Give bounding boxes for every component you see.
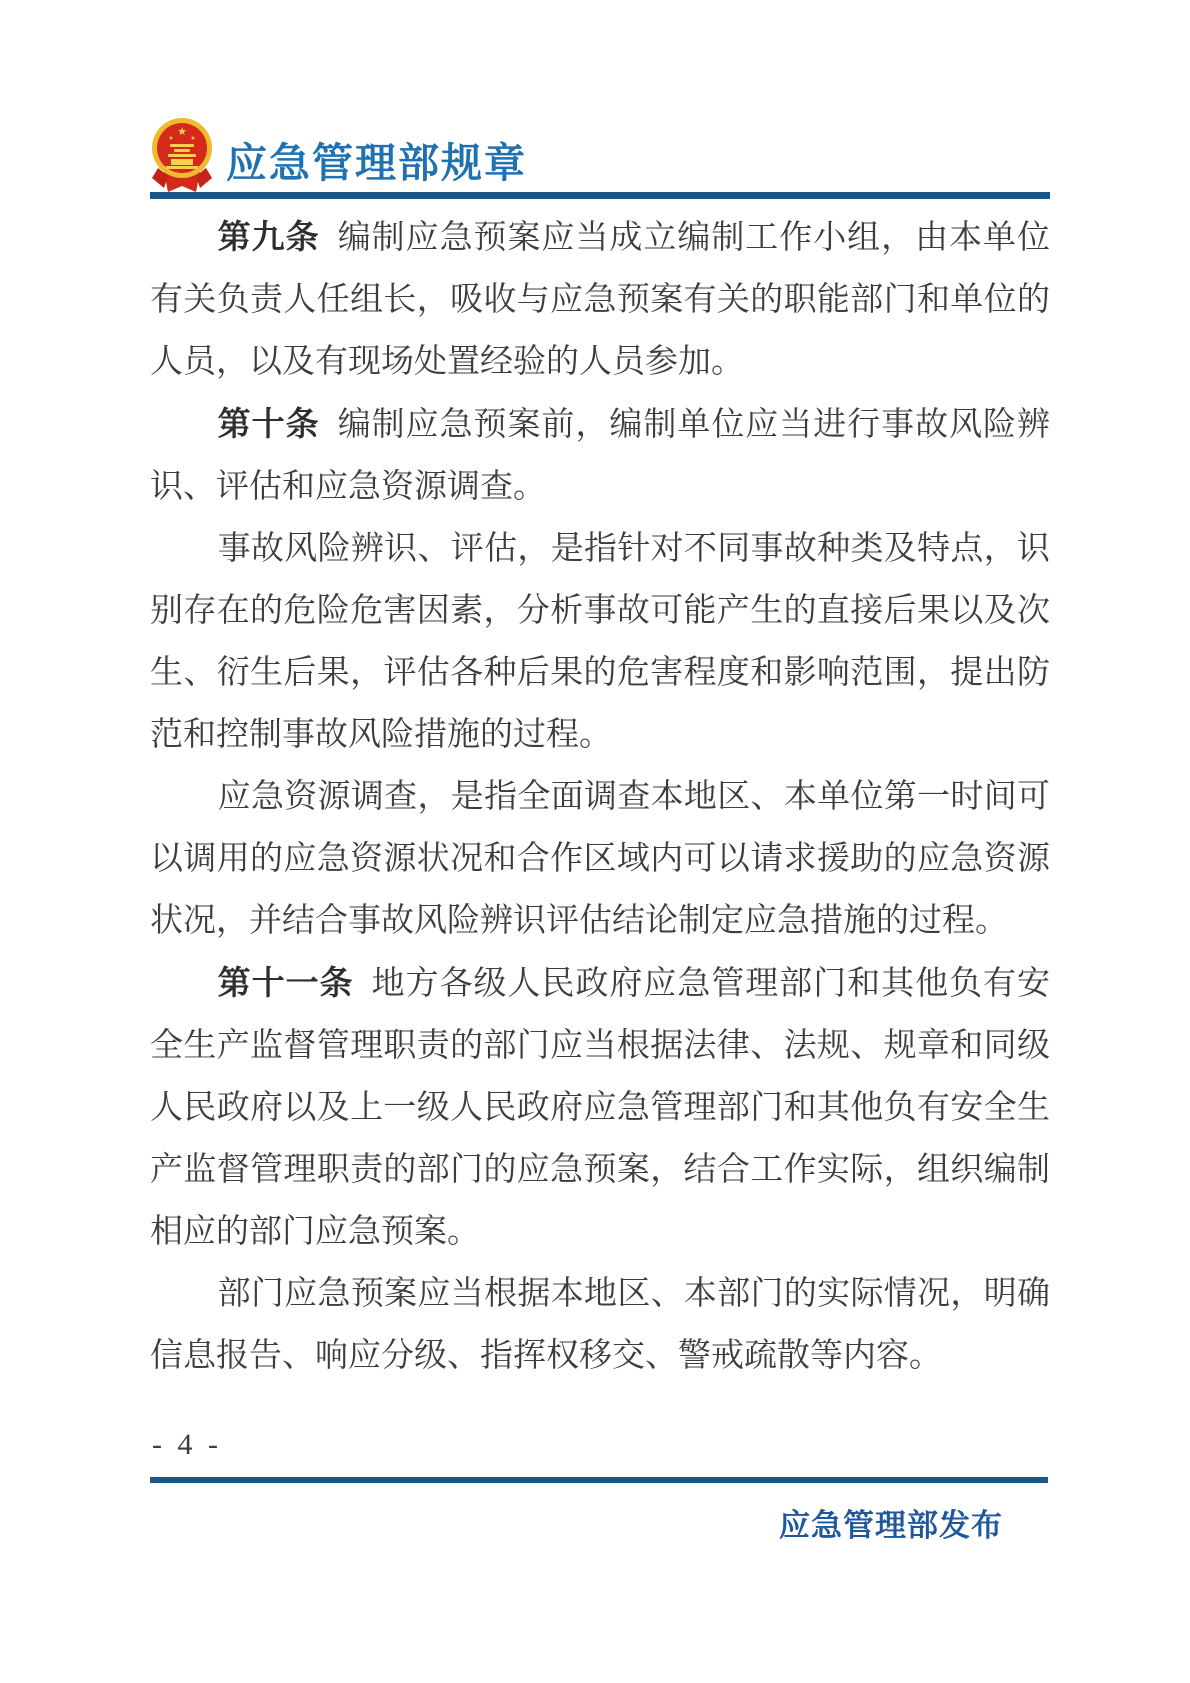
paragraph-article-10 [150,393,1050,518]
article-number: 第十一条 [217,964,354,1001]
paragraph-department-plan [150,1263,1050,1387]
page-header [150,112,1050,198]
article-number: 第九条 [217,218,320,255]
publisher-label: 应急管理部发布 [779,1508,1003,1543]
china-national-emblem-icon [150,116,214,192]
paragraph-resource-definition [150,766,1050,952]
paragraph-text: 部门应急预案应当根据本地区、本部门的实际情况，明确信息报告、响应分级、指挥权移交、警戒疏散等内容。 [150,1276,1050,1374]
paragraph-article-11 [150,952,1050,1263]
paragraph-article-9 [150,206,1050,393]
header-divider [150,192,1050,199]
article-number: 第十条 [217,405,320,442]
page-title: 应急管理部规章 [226,140,527,186]
svg-text:★: ★ [190,135,196,142]
paragraph-text: 地方各级人民政府应急管理部门和其他负有安全生产监督管理职责的部门应当根据法律、法规、规章和同级人民政府以及上一级人民政府应急管理部门和其他负有安全生产监督管理职责的部门的应急预案，结合工作实际，组织编制相应的部门应急预案。 [150,966,1051,1250]
svg-text:★: ★ [168,135,174,142]
paragraph-text: 事故风险辨识、评估，是指针对不同事故种类及特点，识别存在的危险危害因素，分析事故可能产生的直接后果以及次生、衍生后果，评估各种后果的危害程度和影响范围，提出防范和控制事故风险措施的过程。 [150,531,1050,753]
footer-divider [150,1477,1048,1483]
paragraph-risk-definition [150,518,1050,766]
document-body [150,206,1050,1387]
svg-text:★: ★ [177,125,187,138]
page-number: - 4 - [152,1428,222,1461]
paragraph-text: 编制应急预案前，编制单位应当进行事故风险辨识、评估和应急资源调查。 [150,407,1051,505]
paragraph-text: 应急资源调查，是指全面调查本地区、本单位第一时间可以调用的应急资源状况和合作区域内可以请求援助的应急资源状况，并结合事故风险辨识评估结论制定应急措施的过程。 [150,779,1050,939]
paragraph-text: 编制应急预案应当成立编制工作小组，由本单位有关负责人任组长，吸收与应急预案有关的职能部门和单位的人员，以及有现场处置经验的人员参加。 [150,220,1051,380]
